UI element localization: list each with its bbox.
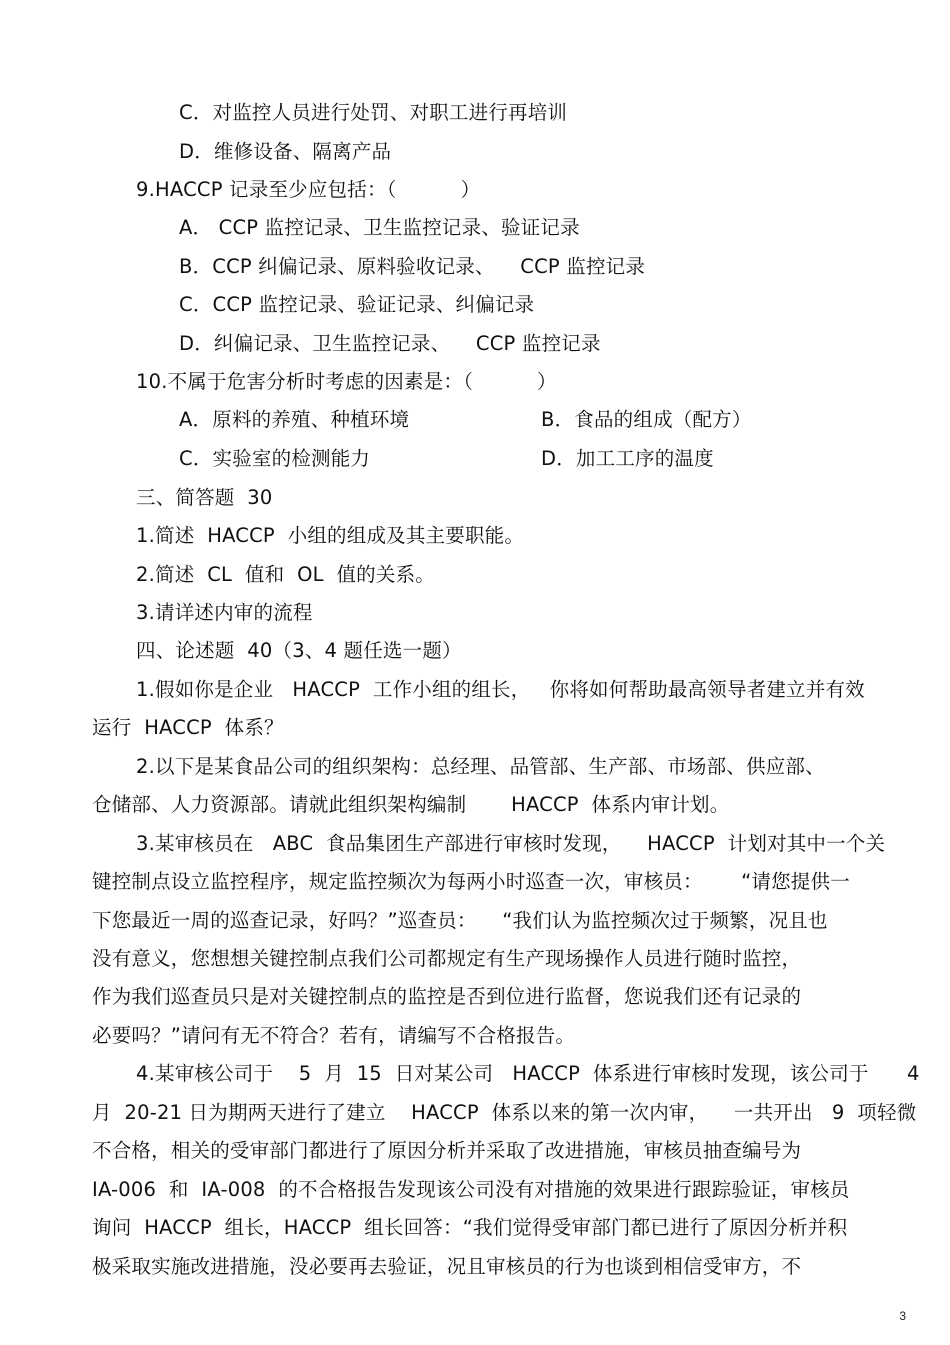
section4-p4-line: 询问 HACCP 组长，HACCP 组长回答：“我们觉得受审部门都已进行了原因分析并积 — [92, 1216, 848, 1239]
q9-option-c: C．CCP 监控记录、验证记录、纠偏记录 — [179, 293, 535, 316]
section3-question-3: 3.请详述内审的流程 — [136, 601, 313, 624]
section4-p1-line: 运行 HACCP 体系？ — [92, 716, 284, 739]
q9-option-a: A． CCP 监控记录、卫生监控记录、验证记录 — [179, 216, 580, 239]
q9-option-b: B．CCP 纠偏记录、原料验收记录、 CCP 监控记录 — [179, 255, 646, 278]
section4-p3-line: 下您最近一周的巡查记录，好吗？”巡查员： “我们认为监控频次过于频繁，况且也 — [92, 909, 828, 932]
section4-p4-line: 月 20-21 日为期两天进行了建立 HACCP 体系以来的第一次内审， 一共开出 9 项轻微 — [92, 1101, 917, 1124]
section4-p4-line: 极采取实施改进措施，没必要再去验证，况且审核员的行为也谈到相信受审方，不 — [92, 1255, 802, 1278]
section4-heading: 四、论述题 40（3、4 题任选一题） — [136, 639, 462, 662]
section4-p4-line: IA-006 和 IA-008 的不合格报告发现该公司没有对措施的效果进行跟踪验证，审核员 — [92, 1178, 850, 1201]
q9-option-d: D．纠偏记录、卫生监控记录、 CCP 监控记录 — [179, 332, 601, 355]
page-number: 3 — [899, 1309, 906, 1323]
q10-option-b: B．食品的组成（配方） — [541, 408, 752, 431]
section4-p2-line: 仓储部、人力资源部。请就此组织架构编制 HACCP 体系内审计划。 — [92, 793, 730, 816]
section4-p3-line: 没有意义，您想想关键控制点我们公司都规定有生产现场操作人员进行随时监控， — [92, 947, 802, 970]
q8-option-c: C．对监控人员进行处罚、对职工进行再培训 — [179, 101, 568, 124]
section4-p3-line: 键控制点设立监控程序，规定监控频次为每两小时巡查一次，审核员： “请您提供一 — [92, 870, 850, 893]
q8-option-d: D．维修设备、隔离产品 — [179, 140, 392, 163]
q10-stem: 10.不属于危害分析时考虑的因素是：（ ） — [136, 370, 557, 393]
section4-p3-line: 作为我们巡查员只是对关键控制点的监控是否到位进行监督，您说我们还有记录的 — [92, 985, 802, 1008]
section4-p3-line: 必要吗？”请问有无不符合？若有，请编写不合格报告。 — [92, 1024, 576, 1047]
q9-stem: 9.HACCP 记录至少应包括：（ ） — [136, 178, 481, 201]
section3-question-2: 2.简述 CL 值和 OL 值的关系。 — [136, 563, 435, 586]
q10-option-a: A．原料的养殖、种植环境 — [179, 408, 410, 431]
section4-p1-line: 1.假如你是企业 HACCP 工作小组的组长， 你将如何帮助最高领导者建立并有效 — [136, 678, 865, 701]
section4-p4-line: 4.某审核公司于 5 月 15 日对某公司 HACCP 体系进行审核时发现，该公司于 4 — [136, 1062, 920, 1085]
section3-heading: 三、简答题 30 — [136, 486, 273, 509]
section4-p4-line: 不合格，相关的受审部门都进行了原因分析并采取了改进措施，审核员抽查编号为 — [92, 1139, 802, 1162]
section3-question-1: 1.简述 HACCP 小组的组成及其主要职能。 — [136, 524, 525, 547]
q10-option-d: D．加工工序的温度 — [541, 447, 714, 470]
section4-p3-line: 3.某审核员在 ABC 食品集团生产部进行审核时发现， HACCP 计划对其中一个关 — [136, 832, 886, 855]
section4-p2-line: 2.以下是某食品公司的组织架构：总经理、品管部、生产部、市场部、供应部、 — [136, 755, 825, 778]
q10-option-c: C．实验室的检测能力 — [179, 447, 371, 470]
